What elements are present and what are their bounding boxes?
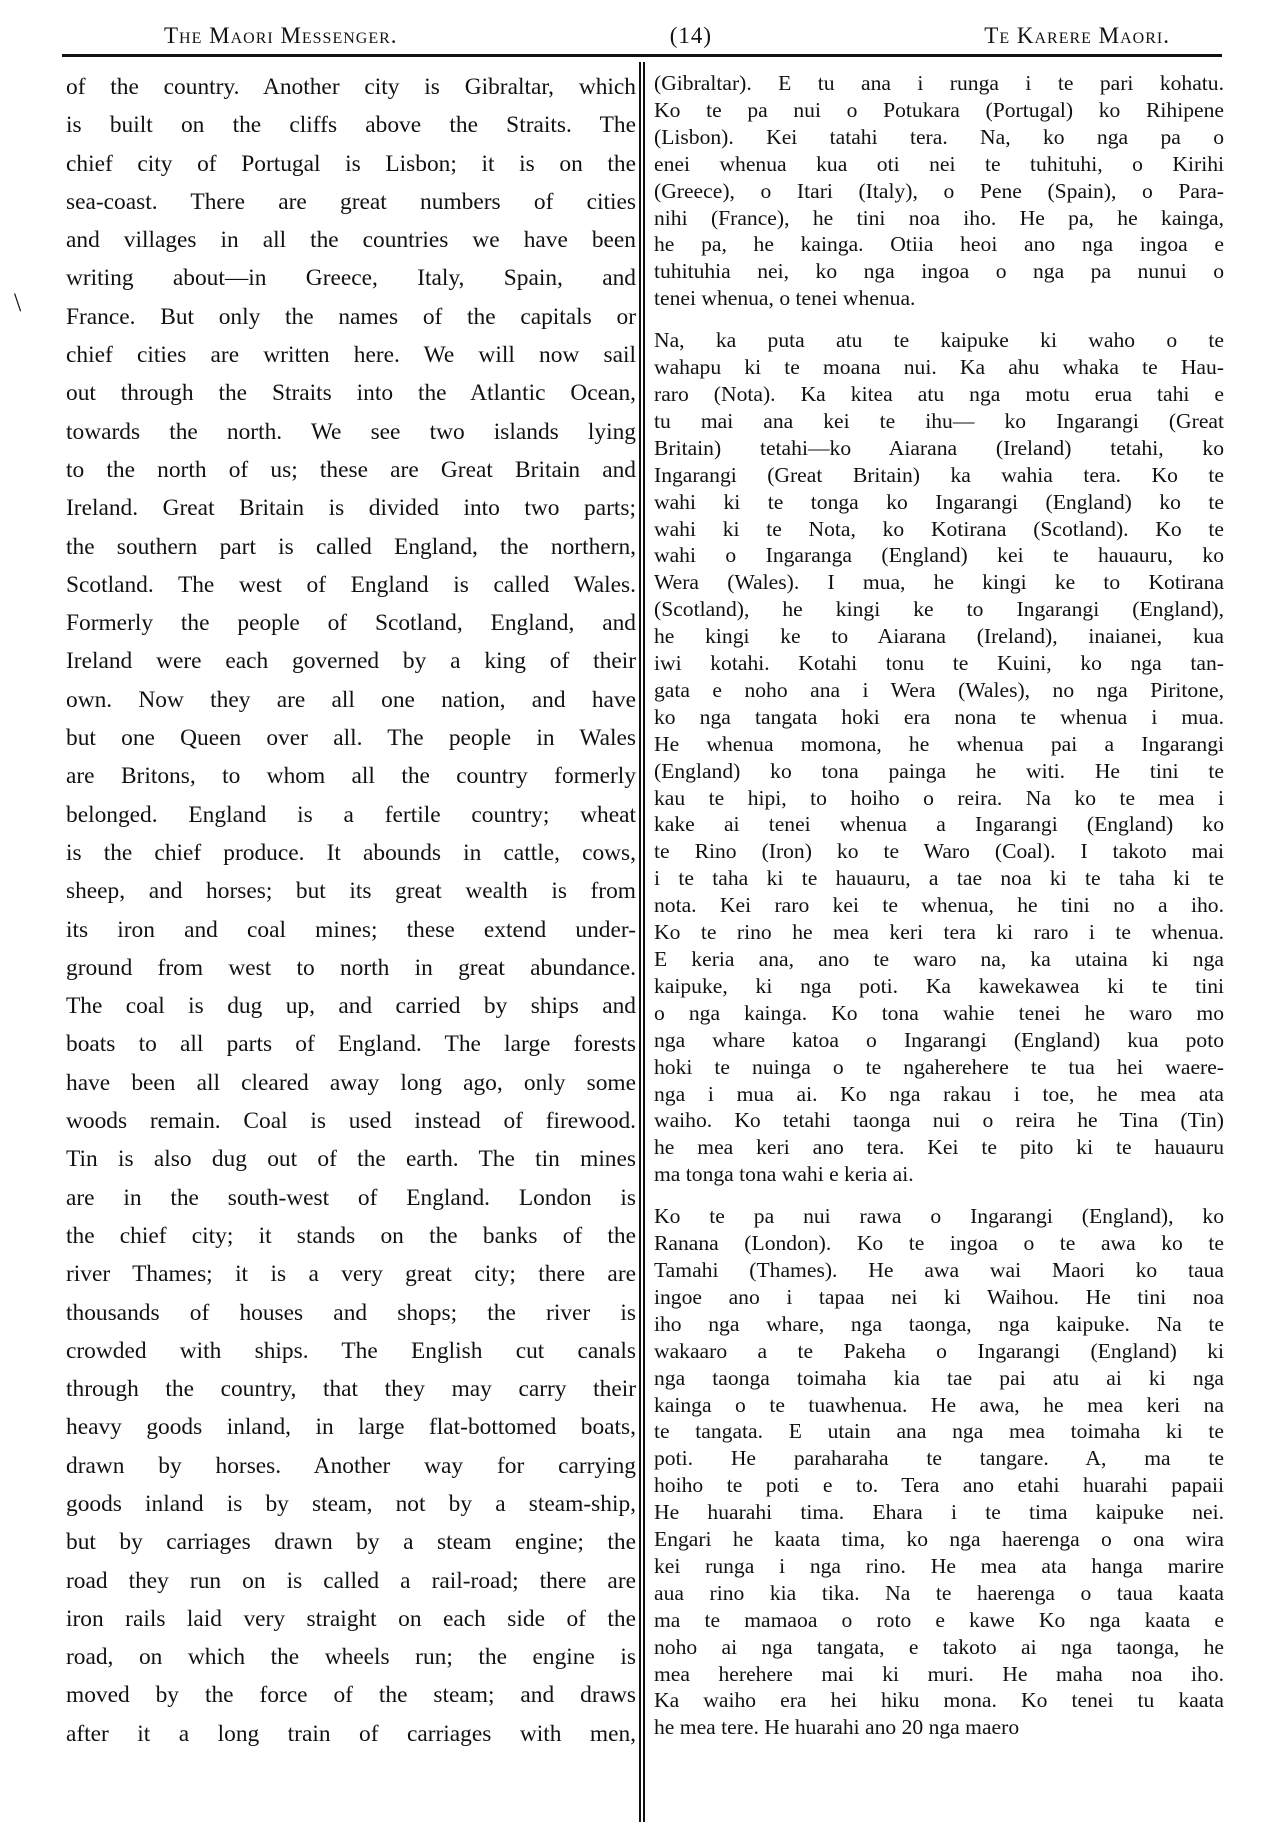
english-line: and villages in all the countries we have been — [66, 227, 636, 254]
maori-line: poti. He paraharaha te tangare. A, ma te — [654, 1446, 1224, 1471]
maori-line: Ranana (London). Ko te ingoa o te awa ko te — [654, 1231, 1224, 1256]
maori-line: tuhituhia nei, ko nga ingoa o nga pa nunui o — [654, 259, 1224, 284]
maori-line: nga taonga toimaha kia tae pai atu ai ki nga — [654, 1365, 1224, 1390]
english-line: heavy goods inland, in large flat-bottomed boats, — [66, 1414, 636, 1441]
english-line: to the north of us; these are Great Britain and — [66, 456, 636, 483]
maori-line: Ko te pa nui o Potukara (Portugal) ko Rihipene — [654, 97, 1224, 122]
maori-line: Britain) tetahi—ko Aiarana (Ireland) tetahi, ko — [654, 435, 1224, 460]
english-line: have been all cleared away long ago, only some — [66, 1069, 636, 1096]
maori-line: kaipuke, ki nga poti. Ka kawekawea ki te tini — [654, 973, 1224, 998]
page-header — [64, 20, 1214, 52]
maori-line: kei runga i nga rino. He mea ata hanga marire — [654, 1553, 1224, 1578]
maori-line: wahi ki te Nota, ko Kotirana (Scotland). Ko te — [654, 516, 1224, 541]
english-line: Formerly the people of Scotland, England, and — [66, 610, 636, 637]
english-line: drawn by horses. Another way for carrying — [66, 1452, 636, 1479]
english-line: Ireland were each governed by a king of their — [66, 648, 636, 675]
maori-line: kainga o te tuawhenua. He awa, he mea keri na — [654, 1392, 1224, 1417]
english-line: of the country. Another city is Gibraltar, which — [66, 74, 636, 100]
english-line: Ireland. Great Britain is divided into two parts; — [66, 495, 636, 522]
maori-line: aua rino kia tika. Na te haerenga o taua kaata — [654, 1580, 1224, 1605]
english-line: sea-coast. There are great numbers of cities — [66, 188, 636, 215]
english-line: the chief city; it stands on the banks of the — [66, 1222, 636, 1249]
maori-line: Ingarangi (Great Britain) ka wahia tera. Ko te — [654, 462, 1224, 487]
maori-line: he mea keri ano tera. Kei te pito ki te hauauru — [654, 1135, 1224, 1160]
maori-line: Ka waiho era hei hiku mona. Ko tenei tu kaata — [654, 1688, 1224, 1713]
header-maori-title: Te Karere Maori. — [984, 23, 1170, 48]
maori-line: E keria ana, ano te waro na, ka utaina ki nga — [654, 947, 1224, 971]
english-line: The coal is dug up, and carried by ships and — [66, 993, 636, 1020]
maori-line: hoiho te poti e to. Tera ano etahi huarahi papaii — [654, 1473, 1224, 1498]
english-line: woods remain. Coal is used instead of firewood. — [66, 1108, 636, 1135]
english-line: road they run on is called a rail-road; there are — [66, 1567, 636, 1594]
english-line: through the country, that they may carry their — [66, 1376, 636, 1403]
english-column — [66, 68, 636, 1753]
maori-line: mea herehere mai ki muri. He maha noa iho. — [654, 1661, 1224, 1686]
maori-column — [654, 70, 1224, 1756]
english-line: is built on the cliffs above the Straits. The — [66, 112, 636, 139]
maori-line: ma tonga tona wahi e keria ai. — [654, 1162, 914, 1187]
maori-line: Wera (Wales). I mua, he kingi ke to Kotirana — [654, 570, 1224, 595]
maori-line: kau te hipi, to hoiho o reira. Na ko te mea i — [654, 785, 1224, 810]
maori-line: nga whare katoa o Ingarangi (England) kua poto — [654, 1027, 1224, 1052]
english-line: writing about—in Greece, Italy, Spain, and — [66, 265, 636, 292]
maori-line: Ko te pa nui rawa o Ingarangi (England), ko — [654, 1204, 1224, 1229]
header-page-number: (14) — [669, 23, 713, 48]
english-line: iron rails laid very straight on each side of the — [66, 1605, 636, 1632]
column-divider-left — [639, 62, 641, 1822]
maori-line: (Lisbon). Kei tatahi tera. Na, ko nga pa o — [654, 124, 1224, 149]
maori-line: te Rino (Iron) ko te Waro (Coal). I takoto mai — [654, 839, 1224, 864]
column-divider-right — [643, 62, 645, 1822]
english-line: river Thames; it is a very great city; there are — [66, 1261, 636, 1288]
maori-line: (Gibraltar). E tu ana i runga i te pari kohatu. — [654, 71, 1224, 95]
maori-line: wahi o Ingaranga (England) kei te hauauru, ko — [654, 543, 1224, 568]
english-line: belonged. England is a fertile country; wheat — [66, 801, 636, 828]
maori-line: i te taha ki te hauauru, a tae noa ki te taha ki te — [654, 866, 1224, 891]
maori-line: nihi (France), he tini noa iho. He pa, he kainga, — [654, 205, 1224, 230]
english-line: its iron and coal mines; these extend under- — [66, 916, 636, 943]
maori-paragraph — [654, 70, 1224, 312]
maori-line: Tamahi (Thames). He awa wai Maori ko taua — [654, 1257, 1224, 1282]
english-line: ground from west to north in great abundance. — [66, 954, 636, 981]
maori-line: (England) ko tona painga he witi. He tini te — [654, 758, 1224, 783]
english-line: sheep, and horses; but its great wealth is from — [66, 878, 636, 905]
english-line: after it a long train of carriages with men, — [66, 1720, 636, 1747]
margin-mark: \ — [14, 288, 22, 317]
maori-line: hoki te nuinga o te ngaherehere te tua hei waere- — [654, 1054, 1224, 1079]
maori-line: he mea tere. He huarahi ano 20 nga maero — [654, 1715, 1020, 1740]
english-line: are Britons, to whom all the country formerly — [66, 763, 636, 790]
maori-line: noho ai nga tangata, e takoto ai nga taonga, he — [654, 1634, 1224, 1659]
maori-line: He huarahi tima. Ehara i te tima kaipuke nei. — [654, 1500, 1224, 1525]
english-line: boats to all parts of England. The large forests — [66, 1031, 636, 1058]
maori-line: wahi ki te tonga ko Ingarangi (England) ko te — [654, 489, 1224, 514]
maori-line: Engari he kaata tima, ko nga haerenga o ona wira — [654, 1527, 1224, 1552]
maori-line: nga i mua ai. Ko nga rakau i toe, he mea ata — [654, 1081, 1224, 1106]
english-line: out through the Straits into the Atlantic Ocean, — [66, 380, 636, 407]
english-line: Scotland. The west of England is called Wales. — [66, 571, 636, 598]
maori-line: wakaaro a te Pakeha o Ingarangi (England) ki — [654, 1338, 1224, 1363]
maori-line: wahapu ki te moana nui. Ka ahu whaka te Hau- — [654, 355, 1224, 380]
maori-line: ko nga tangata hoki era nona te whenua i mua. — [654, 704, 1224, 729]
maori-line: o nga kainga. Ko tona wahie tenei he waro mo — [654, 1000, 1224, 1025]
header-english-title: The Maori Messenger. — [164, 23, 398, 48]
maori-line: kake ai tenei whenua a Ingarangi (England) ko — [654, 812, 1224, 837]
maori-line: gata e noho ana i Wera (Wales), no nga Piritone, — [654, 677, 1224, 702]
maori-line: Na, ka puta atu te kaipuke ki waho o te — [654, 328, 1224, 353]
maori-paragraph — [654, 327, 1224, 1188]
maori-line: nota. Kei raro kei te whenua, he tini no a iho. — [654, 893, 1224, 918]
english-line: but one Queen over all. The people in Wales — [66, 725, 636, 752]
maori-line: iho nga whare, nga taonga, nga kaipuke. Na te — [654, 1311, 1224, 1336]
maori-line: enei whenua kua oti nei te tuhituhi, o Kirihi — [654, 151, 1224, 176]
maori-line: raro (Nota). Ka kitea atu nga motu erua tahi e — [654, 381, 1224, 406]
maori-line: waiho. Ko tetahi taonga nui o reira he Tina (Tin) — [654, 1108, 1224, 1133]
english-line: chief cities are written here. We will now sail — [66, 342, 636, 369]
english-line: towards the north. We see two islands lying — [66, 418, 636, 445]
maori-line: ingoe ano i tapaa nei ki Waihou. He tini noa — [654, 1284, 1224, 1309]
maori-line: tu mai ana kei te ihu— ko Ingarangi (Great — [654, 408, 1224, 433]
english-line: France. But only the names of the capitals or — [66, 303, 636, 330]
english-line: goods inland is by steam, not by a steam-ship, — [66, 1490, 636, 1517]
maori-line: he kingi ke to Aiarana (Ireland), inaianei, kua — [654, 624, 1224, 649]
english-line: crowded with ships. The English cut canals — [66, 1337, 636, 1364]
english-line: but by carriages drawn by a steam engine; the — [66, 1529, 636, 1556]
english-line: road, on which the wheels run; the engine is — [66, 1644, 636, 1671]
maori-line: he pa, he kainga. Otiia heoi ano nga ingoa e — [654, 232, 1224, 257]
maori-line: Ko te rino he mea keri tera ki raro i te whenua. — [654, 920, 1224, 945]
maori-line: (Greece), o Itari (Italy), o Pene (Spain), o Para- — [654, 178, 1224, 203]
english-line: the southern part is called England, the northern, — [66, 533, 636, 560]
maori-line: te tangata. E utain ana nga mea toimaha ki te — [654, 1419, 1224, 1444]
maori-line: iwi kotahi. Kotahi tonu te Kuini, ko nga tan- — [654, 651, 1224, 676]
english-line: are in the south-west of England. London is — [66, 1184, 636, 1211]
header-rule — [62, 54, 1222, 57]
english-line: thousands of houses and shops; the river is — [66, 1299, 636, 1326]
english-line: Tin is also dug out of the earth. The tin mines — [66, 1146, 636, 1173]
maori-line: tenei whenua, o tenei whenua. — [654, 286, 916, 311]
english-line: chief city of Portugal is Lisbon; it is on the — [66, 150, 636, 177]
english-line: is the chief produce. It abounds in cattle, cows, — [66, 839, 636, 866]
maori-line: He whenua momona, he whenua pai a Ingarangi — [654, 731, 1224, 756]
maori-line: (Scotland), he kingi ke to Ingarangi (England), — [654, 597, 1224, 622]
maori-line: ma te mamaoa o roto e kawe Ko nga kaata e — [654, 1607, 1224, 1632]
maori-paragraph — [654, 1203, 1224, 1741]
english-line: own. Now they are all one nation, and have — [66, 686, 636, 713]
english-line: moved by the force of the steam; and draws — [66, 1682, 636, 1709]
